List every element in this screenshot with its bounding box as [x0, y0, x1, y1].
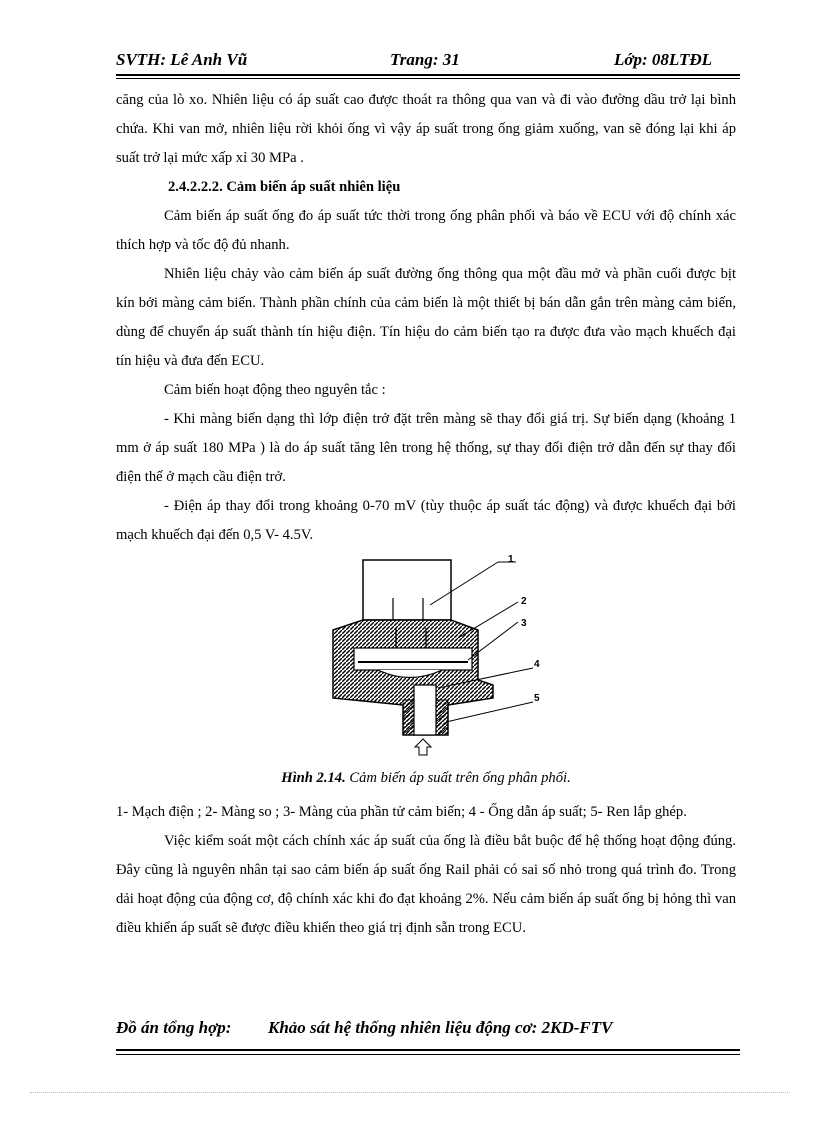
page-bottom-dotted-line — [30, 1092, 790, 1093]
paragraph-5: - Khi màng biến dạng thì lớp điện trở đặt trên màng sẽ thay đổi giá trị. Sự biến dạng (khoảng 1 mm ở áp suất 180 MPa ) là do áp suất tăng lên trong hệ thống, sự thay đổi điện trở dẫn đến sự thay đổi điện thế ở mạch cầu điện trở. — [116, 411, 736, 485]
paragraph-4: Cảm biến hoạt động theo nguyên tắc : — [164, 382, 386, 398]
pressure-channel — [414, 685, 436, 735]
connector-housing — [363, 560, 451, 620]
paragraph-1: căng của lò xo. Nhiên liệu có áp suất cao được thoát ra thông qua van và đi vào đường dầu trở lại bình chứa. Khi van mở, nhiên liệu rời khỏi ống vì vậy áp suất trong ống giảm xuống, van sẽ đóng lại khi áp suất trở lại mức xấp xỉ 30 MPa . — [116, 92, 736, 166]
figure-legend: 1- Mạch điện ; 2- Màng so ; 3- Màng của phần tử cảm biến; 4 - Ống dẫn áp suất; 5- Ren lắp ghép. — [116, 804, 687, 820]
diaphragm-chamber — [354, 648, 472, 670]
paragraph-3: Nhiên liệu chảy vào cảm biến áp suất đường ống thông qua một đầu mở và phần cuối được bịt kín bởi màng cảm biến. Thành phần chính của cảm biến là một thiết bị bán dẫn gắn trên màng cảm biến, dùng để chuyển áp suất thành tín hiệu điện. Tín hiệu do cảm biến tạo ra được đưa vào mạch khuếch đại tín hiệu và đưa đến ECU. — [116, 266, 736, 369]
caption-text: Cảm biến áp suất trên ống phân phối. — [345, 770, 571, 786]
paragraph-7: Việc kiểm soát một cách chính xác áp suất của ống là điều bắt buộc để hệ thống hoạt động đúng. Đây cũng là nguyên nhân tại sao cảm biến áp suất ống Rail phải có sai số nhỏ trong quá trình đo. Trong dải hoạt động của động cơ, độ chính xác khi đo đạt khoảng 2%. Nếu cảm biến áp suất ống bị hỏng thì van điều khiển áp suất sẽ được điều khiển theo giá trị định sẵn trong ECU. — [116, 833, 736, 936]
pressure-arrow-icon — [415, 739, 431, 755]
paragraph-6: - Điện áp thay đổi trong khoảng 0-70 mV (tùy thuộc áp suất tác động) và được khuếch đại bởi mạch khuếch đại đến 0,5 V- 4.5V. — [116, 498, 736, 543]
sensor-diagram-svg — [318, 550, 548, 760]
figure-caption — [116, 770, 736, 787]
footer-rule-thick — [116, 1049, 740, 1051]
footer-left: Đồ án tổng hợp: — [116, 1018, 232, 1037]
section-heading: 2.4.2.2.2. Cảm biến áp suất nhiên liệu — [168, 179, 401, 195]
label-4: 4 — [534, 659, 540, 670]
after-figure-text — [116, 798, 736, 943]
header-rule-thin — [116, 78, 740, 79]
footer-rule-thin — [116, 1054, 740, 1055]
header-student: SVTH: Lê Anh Vũ — [116, 50, 248, 69]
page-footer — [116, 1018, 740, 1042]
header-page-number: Trang: 31 — [390, 50, 460, 69]
label-3: 3 — [521, 618, 527, 629]
footer-right: Khảo sát hệ thống nhiên liệu động cơ: 2KD-FTV — [268, 1018, 613, 1037]
label-1: 1 — [508, 554, 514, 565]
paragraph-2: Cảm biến áp suất ống đo áp suất tức thời trong ống phân phối và báo về ECU với độ chính xác thích hợp và tốc độ đủ nhanh. — [116, 208, 736, 253]
sensor-diagram — [318, 550, 548, 760]
label-5: 5 — [534, 693, 540, 704]
page-header — [116, 50, 740, 72]
caption-number: Hình 2.14. — [281, 770, 346, 786]
header-rule-thick — [116, 74, 740, 76]
body-text — [116, 86, 736, 550]
header-class: Lớp: 08LTĐL — [613, 50, 712, 69]
label-2: 2 — [521, 596, 527, 607]
